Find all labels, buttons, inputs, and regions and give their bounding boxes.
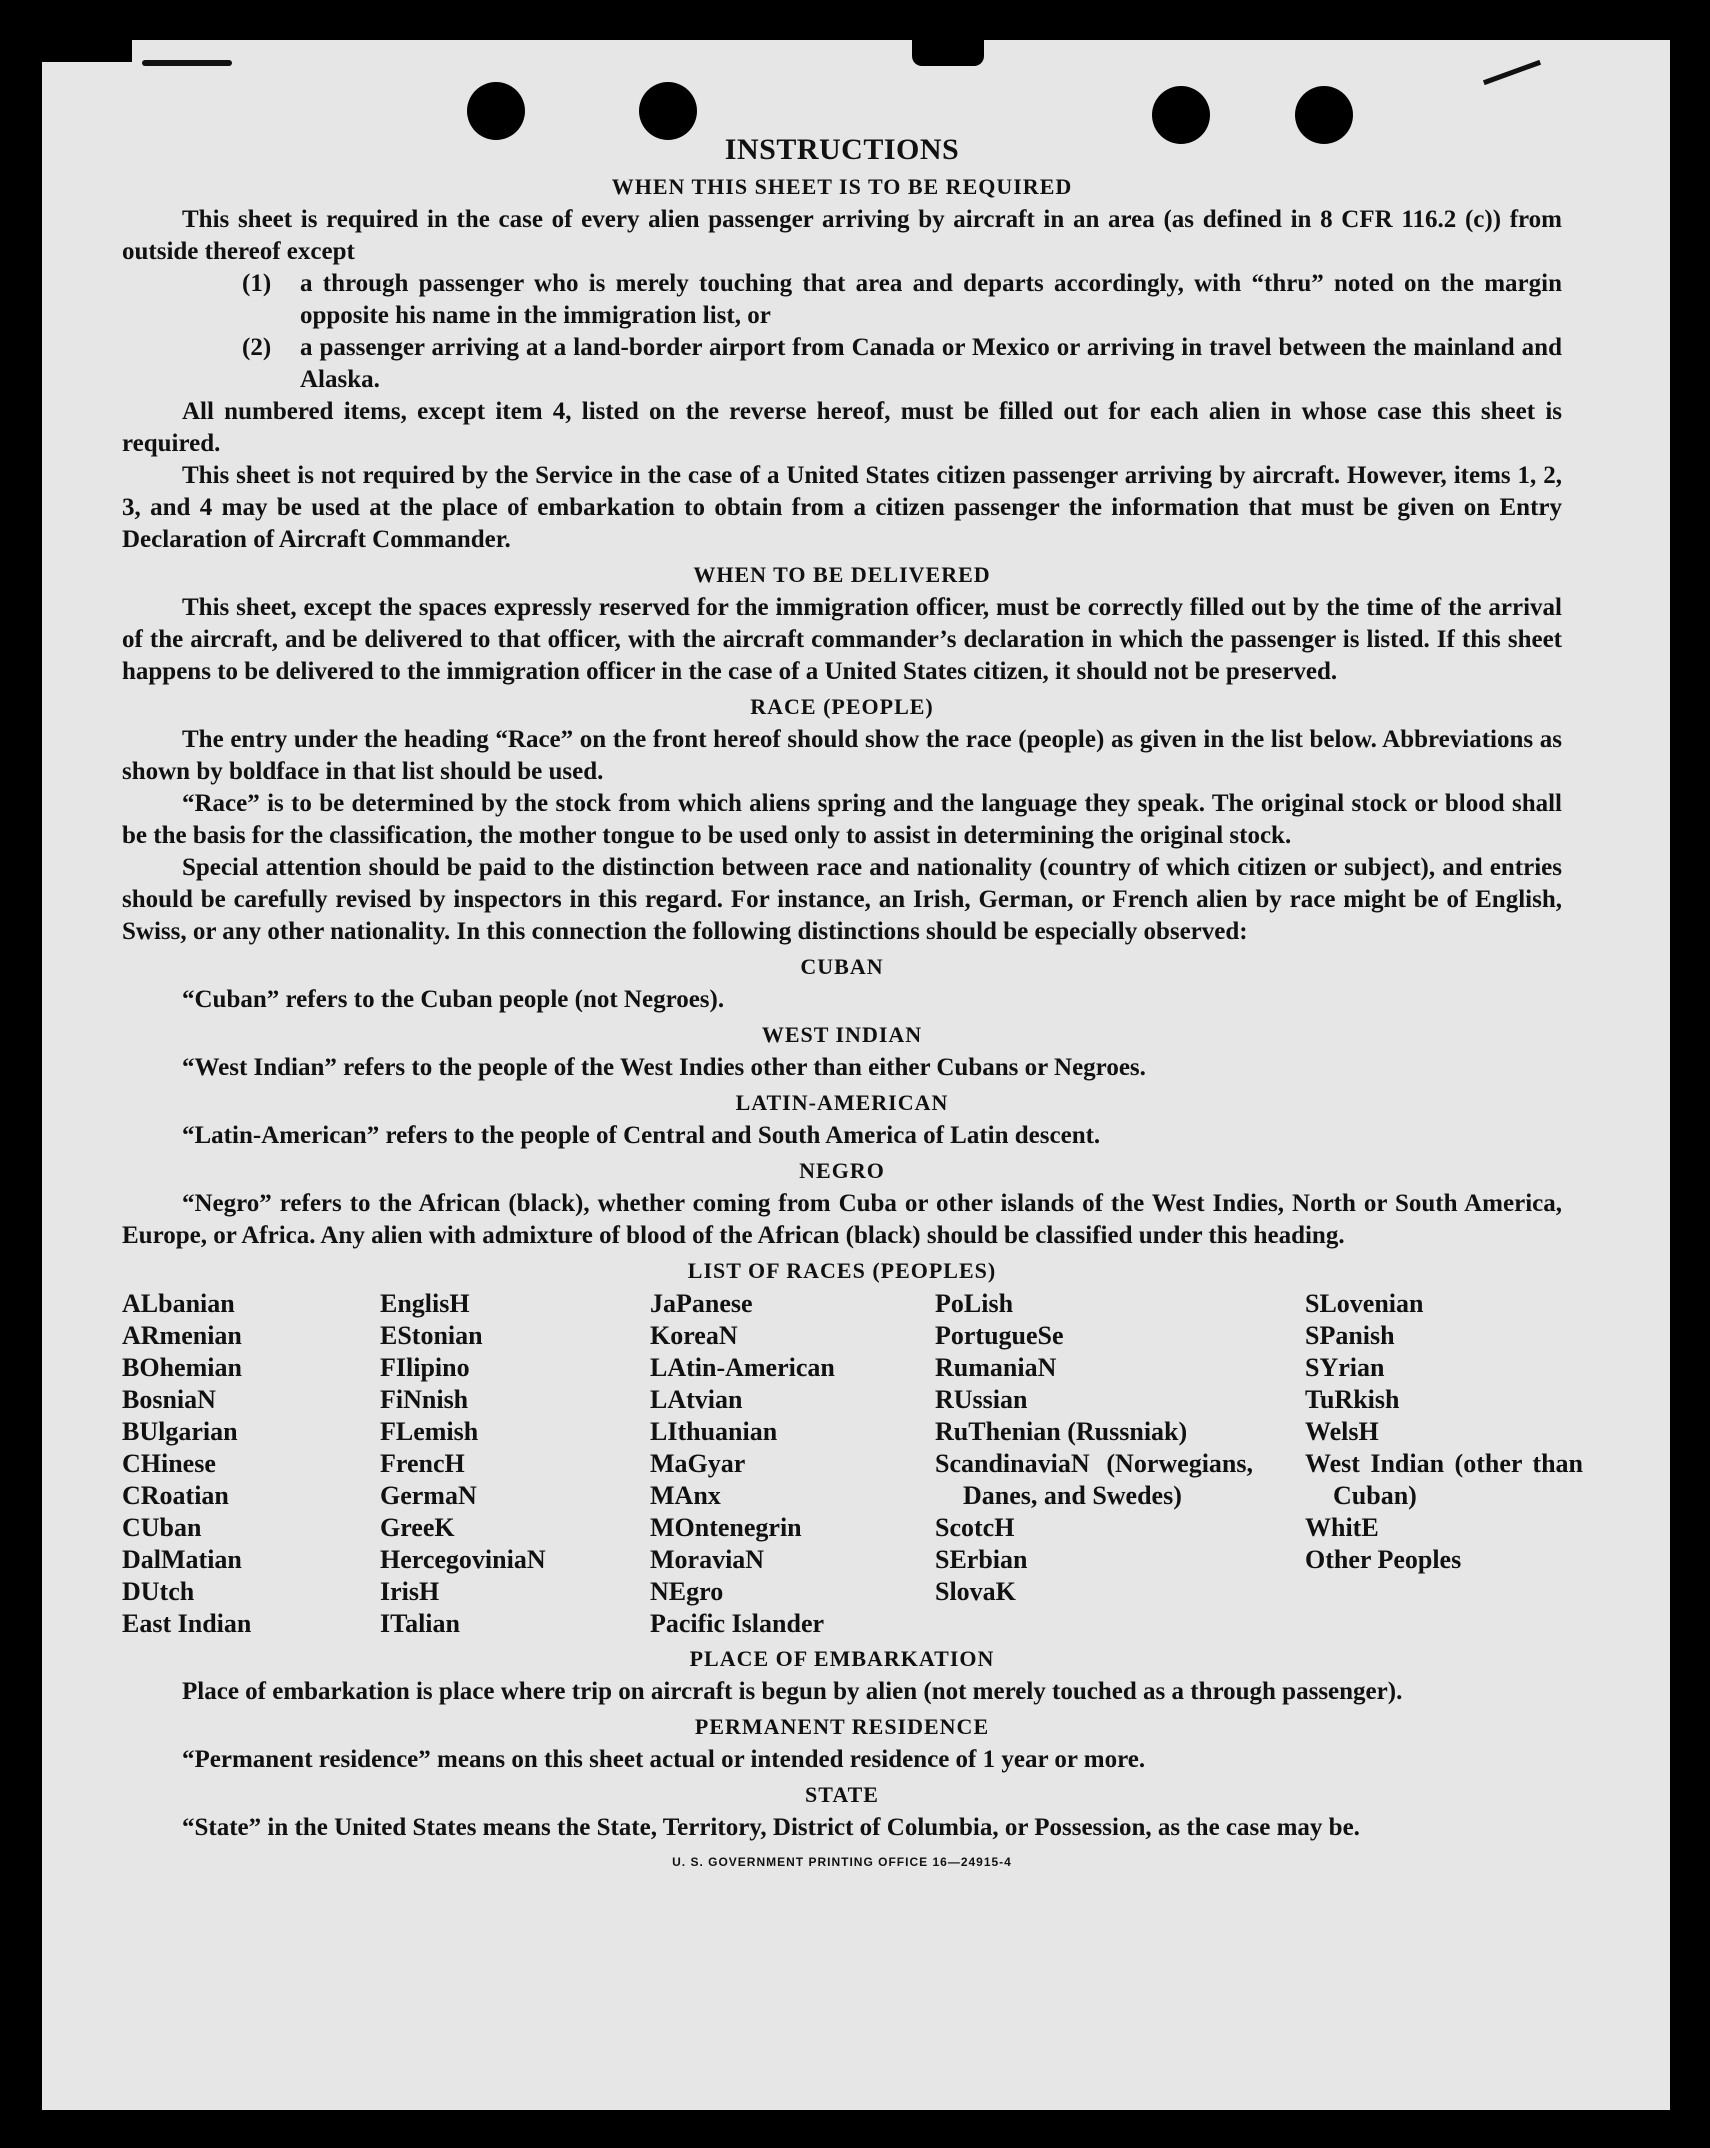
race-entry: East Indian — [122, 1609, 252, 1638]
page-notch — [912, 40, 984, 66]
instructions-body — [122, 132, 1583, 1870]
race-entry: DUtch — [122, 1577, 195, 1606]
list-item — [122, 268, 1562, 332]
paragraph: “Negro” refers to the African (black), whether coming from Cuba or other islands of the West Indies, North or South America, Europe, or Africa. Any alien with admixture of blood of the African (black) should be classified under this heading. — [122, 1190, 1562, 1249]
race-entry: DalMatian — [122, 1545, 242, 1574]
race-entry: PoLish — [935, 1289, 1014, 1318]
paragraph: The entry under the heading “Race” on the front hereof should show the race (people) as given in the list below. Abbreviations as shown by boldface in that list should be used. — [122, 726, 1562, 785]
race-entry: FiNnish — [380, 1385, 469, 1414]
race-entry: West Indian (other than Cuban) — [1305, 1449, 1583, 1510]
race-list — [122, 1288, 1583, 1640]
race-entry: BosniaN — [122, 1385, 216, 1414]
race-entry: CRoatian — [122, 1481, 229, 1510]
race-entry: EStonian — [380, 1321, 483, 1350]
section-heading-when-delivered: WHEN TO BE DELIVERED — [693, 562, 991, 587]
race-entry: HercegoviniaN — [380, 1545, 546, 1574]
race-column — [650, 1288, 935, 1640]
race-entry: MOntenegrin — [650, 1513, 802, 1542]
paragraph: This sheet is not required by the Service in the case of a United States citizen passenger arriving by aircraft. However, items 1, 2, 3, and 4 may be used at the place of embarkation to obtain from a citizen passenger the information that must be given on Entry Declaration of Aircraft Commander. — [122, 462, 1562, 553]
paragraph: All numbered items, except item 4, listed on the reverse hereof, must be filled out for each alien in whose case this sheet is required. — [122, 398, 1562, 457]
race-entry: GreeK — [380, 1513, 455, 1542]
race-column — [380, 1288, 650, 1640]
race-entry: SlovaK — [935, 1577, 1016, 1606]
race-column — [122, 1288, 380, 1640]
race-entry: PortugueSe — [935, 1321, 1064, 1350]
race-entry: MAnx — [650, 1481, 721, 1510]
section-heading-list-of-races: LIST OF RACES (PEOPLES) — [687, 1258, 997, 1283]
race-entry: WelsH — [1305, 1417, 1379, 1446]
race-entry: RuThenian (Russniak) — [935, 1417, 1188, 1446]
list-item — [122, 332, 1562, 396]
section-heading-cuban: CUBAN — [800, 954, 884, 979]
item-text: a passenger arriving at a land-border airport from Canada or Mexico or arriving in travel between the mainland and Alaska. — [300, 334, 1562, 393]
document-page — [42, 40, 1670, 2110]
section-heading-residence: PERMANENT RESIDENCE — [694, 1714, 990, 1739]
race-entry: CUban — [122, 1513, 202, 1542]
race-entry: KoreaN — [650, 1321, 738, 1350]
race-entry: Pacific Islander — [650, 1609, 825, 1638]
section-heading-state: STATE — [805, 1782, 879, 1807]
race-entry: ITalian — [380, 1609, 460, 1638]
race-entry: ScotcH — [935, 1513, 1015, 1542]
paragraph: “Cuban” refers to the Cuban people (not Negroes). — [182, 986, 725, 1013]
race-entry: SLovenian — [1305, 1289, 1424, 1318]
race-entry: GermaN — [380, 1481, 477, 1510]
race-entry: TuRkish — [1305, 1385, 1400, 1414]
item-number: (2) — [242, 334, 272, 361]
race-entry: LIthuanian — [650, 1417, 778, 1446]
paragraph: “West Indian” refers to the people of the West Indies other than either Cubans or Negroes. — [182, 1054, 1146, 1081]
race-entry: RUssian — [935, 1385, 1028, 1414]
scan-mark — [142, 60, 232, 66]
race-entry: SPanish — [1305, 1321, 1395, 1350]
race-entry: SYrian — [1305, 1353, 1385, 1382]
race-column — [1305, 1288, 1583, 1640]
race-entry: LAtvian — [650, 1385, 743, 1414]
race-entry: MaGyar — [650, 1449, 746, 1478]
paragraph: This sheet, except the spaces expressly reserved for the immigration officer, must be correctly filled out by the time of the arrival of the aircraft, and be delivered to that officer, with the aircraft commander’s declaration in which the passenger is listed. If this sheet happens to be delivered to the immigration officer in the case of a United States citizen, it should not be preserved. — [122, 594, 1562, 685]
section-heading-latin-american: LATIN-AMERICAN — [735, 1090, 949, 1115]
race-column — [935, 1288, 1305, 1640]
section-heading-when-required: WHEN THIS SHEET IS TO BE REQUIRED — [611, 174, 1073, 199]
paragraph: “Permanent residence” means on this sheet actual or intended residence of 1 year or more. — [182, 1746, 1146, 1773]
printing-office-footer: U. S. GOVERNMENT PRINTING OFFICE 16—24915-4 — [672, 1855, 1012, 1869]
scan-mark — [1483, 60, 1541, 85]
section-heading-race: RACE (PEOPLE) — [750, 694, 934, 719]
section-heading-negro: NEGRO — [799, 1158, 885, 1183]
race-entry: MoraviaN — [650, 1545, 765, 1574]
race-entry: CHinese — [122, 1449, 216, 1478]
item-number: (1) — [242, 270, 272, 297]
race-entry: WhitE — [1305, 1513, 1379, 1542]
section-heading-west-indian: WEST INDIAN — [761, 1022, 923, 1047]
paragraph: “State” in the United States means the State, Territory, District of Columbia, or Possession, as the case may be. — [182, 1814, 1360, 1841]
paragraph: “Race” is to be determined by the stock from which aliens spring and the language they speak. The original stock or blood shall be the basis for the classification, the mother tongue to be used only to assist in determining the original stock. — [122, 790, 1562, 849]
page-notch — [42, 40, 132, 62]
paragraph: Place of embarkation is place where trip on aircraft is begun by alien (not merely touched as a through passenger). — [182, 1678, 1403, 1705]
race-entry: RumaniaN — [935, 1353, 1057, 1382]
race-entry: BUlgarian — [122, 1417, 238, 1446]
race-entry: BOhemian — [122, 1353, 242, 1382]
race-entry: ARmenian — [122, 1321, 242, 1350]
paragraph: “Latin-American” refers to the people of Central and South America of Latin descent. — [182, 1122, 1101, 1149]
race-entry: ALbanian — [122, 1289, 235, 1318]
race-entry: IrisH — [380, 1577, 440, 1606]
race-entry: EnglisH — [380, 1289, 470, 1318]
page-title: INSTRUCTIONS — [724, 133, 960, 166]
paragraph: Special attention should be paid to the distinction between race and nationality (country of which citizen or subject), and entries should be carefully revised by inspectors in this regard. For instance, an Irish, German, or French alien by race might be of English, Swiss, or any other nationality. In this connection the following distinctions should be especially observed: — [122, 854, 1562, 945]
race-entry: ScandinaviaN (Norwegians, Danes, and Swedes) — [935, 1449, 1253, 1510]
race-entry: NEgro — [650, 1577, 724, 1606]
race-entry: FrencH — [380, 1449, 465, 1478]
race-entry: FIlipino — [380, 1353, 470, 1382]
item-text: a through passenger who is merely touching that area and departs accordingly, with “thru” noted on the margin opposite his name in the immigration list, or — [300, 270, 1562, 329]
race-entry: LAtin-American — [650, 1353, 835, 1382]
section-heading-embarkation: PLACE OF EMBARKATION — [689, 1646, 995, 1671]
race-entry: JaPanese — [650, 1289, 753, 1318]
race-entry: SErbian — [935, 1545, 1028, 1574]
paragraph: This sheet is required in the case of every alien passenger arriving by aircraft in an area (as defined in 8 CFR 116.2 (c)) from outside thereof except — [122, 206, 1562, 265]
race-entry: Other Peoples — [1305, 1545, 1462, 1574]
race-entry: FLemish — [380, 1417, 479, 1446]
